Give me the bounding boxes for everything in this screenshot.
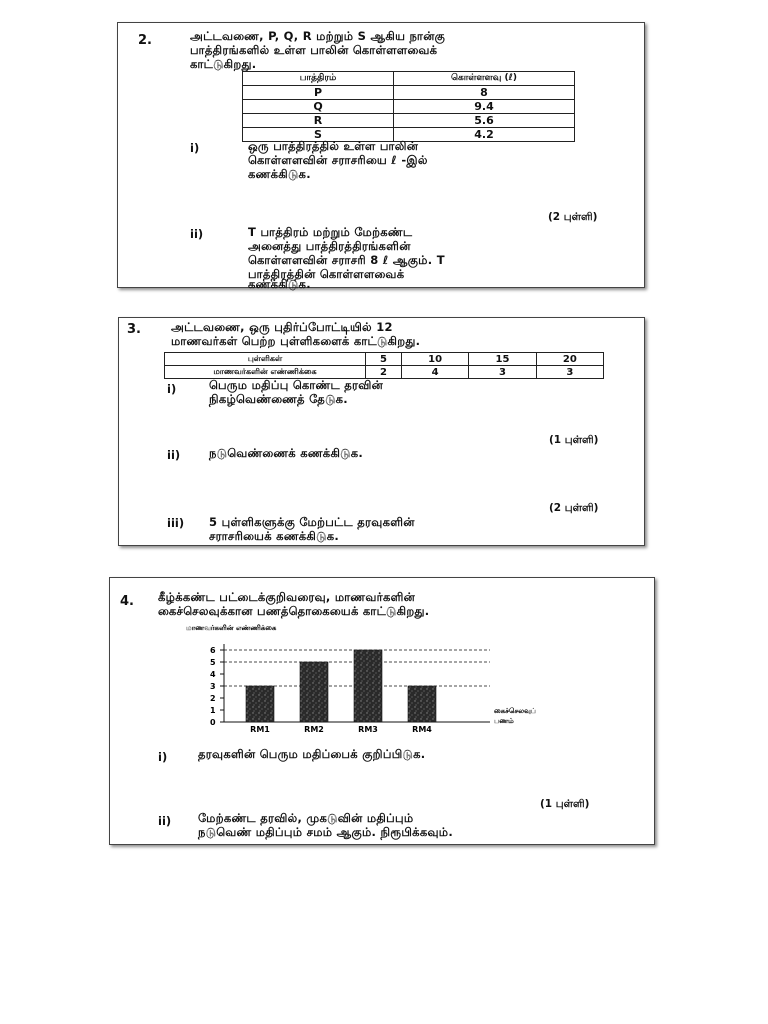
part-text: கணக்கிடுக. [248,167,311,181]
table-cell: 20 [536,353,603,366]
table-row-label: புள்ளிகள் [165,353,366,366]
part-label: i) [190,141,200,155]
question-number: 4. [120,594,134,609]
x-axis-label: பணம் [494,717,514,725]
table-cell: P [243,86,394,100]
x-tick-label: RM3 [358,725,378,734]
table-cell: R [243,114,394,128]
part-text: பாத்திரத்தின் கொள்ளளவைக் [248,267,405,281]
y-tick-label: 3 [210,682,216,691]
x-tick-label: RM4 [412,725,432,734]
question-number: 2. [138,33,152,48]
y-tick-label: 2 [210,694,216,703]
table-cell: 9.4 [394,100,575,114]
part-text: ஒரு பாத்திரத்தில் உள்ள பாலின் [248,139,419,153]
table-cell: 10 [401,353,468,366]
part-label: i) [167,382,177,396]
scores-table [164,352,604,379]
marks-label: (2 புள்ளி) [548,211,598,223]
table-cell: 8 [394,86,575,100]
part-text: 5 புள்ளிகளுக்கு மேற்பட்ட தரவுகளின் [209,515,415,529]
question-intro-line: அட்டவணை, ஒரு புதிர்ப்போட்டியில் 12 [171,320,393,334]
part-text: கணக்கிடுக. [248,277,311,291]
question-intro-line: அட்டவணை, P, Q, R மற்றும் S ஆகிய நான்கு [190,29,446,43]
table-cell: 4.2 [394,128,575,142]
question-number: 3. [127,322,141,337]
y-tick-label: 0 [210,718,216,727]
table-cell: 2 [366,366,402,379]
part-text: T பாத்திரம் மற்றும் மேற்கண்ட [248,225,413,239]
table-cell: Q [243,100,394,114]
question-intro-line: காட்டுகிறது. [190,57,257,71]
table-cell: S [243,128,394,142]
y-tick-label: 4 [210,670,216,679]
part-text: தரவுகளின் பெரும மதிப்பைக் குறிப்பிடுக. [198,747,426,761]
x-axis-label: கைச்செலவுப் [494,707,537,715]
table-cell: 15 [469,353,536,366]
x-tick-label: RM2 [304,725,324,734]
part-text: நடுவெண்ணைக் கணக்கிடுக. [209,446,364,460]
marks-label: (1 புள்ளி) [540,798,590,810]
part-text: பெரும மதிப்பு கொண்ட தரவின் [209,378,384,392]
bar [408,686,436,722]
question-intro-line: பாத்திரங்களில் உள்ள பாலின் கொள்ளளவைக் [190,43,438,57]
bar-chart [180,622,650,742]
part-text: கொள்ளளவின் சராசரியை ℓ -இல் [248,153,428,167]
part-label: ii) [158,814,172,828]
table-cell: 4 [401,366,468,379]
question-intro-line: கைச்செலவுக்கான பணத்தொகையைக் காட்டுகிறது. [158,604,430,618]
y-axis-label: மாணவர்களின் எண்ணிக்கை [186,624,277,632]
question-3-card [118,317,645,546]
part-label: ii) [167,448,181,462]
part-text: அனைத்து பாத்திரத்திரங்களின் [248,239,411,253]
table-cell: 3 [536,366,603,379]
question-intro-line: மாணவர்கள் பெற்ற புள்ளிகளைக் காட்டுகிறது. [171,334,421,348]
y-tick-label: 1 [210,706,216,715]
table-cell: 5 [366,353,402,366]
question-intro-line: கீழ்க்கண்ட பட்டைக்குறிவரைவு, மாணவர்களின் [158,590,416,604]
table-header: கொள்ளளவு (ℓ) [394,72,575,86]
part-label: iii) [167,516,185,530]
bar [354,650,382,722]
part-text: கொள்ளளவின் சராசரி 8 ℓ ஆகும். T [248,253,445,267]
bar [246,686,274,722]
part-label: ii) [190,227,204,241]
table-cell: 5.6 [394,114,575,128]
x-tick-label: RM1 [250,725,270,734]
capacity-table [242,71,575,142]
part-text: நிகழ்வெண்ணைத் தேடுக. [209,392,348,406]
part-text: சராசரியைக் கணக்கிடுக. [209,529,340,543]
y-tick-label: 6 [210,646,216,655]
bar [300,662,328,722]
marks-label: (1 புள்ளி) [549,434,599,446]
table-header: பாத்திரம் [243,72,394,86]
table-cell: 3 [469,366,536,379]
y-tick-label: 5 [210,658,216,667]
question-2-card [117,22,645,291]
part-label: i) [158,750,168,764]
marks-label: (2 புள்ளி) [549,502,599,514]
part-text: நடுவெண் மதிப்பும் சமம் ஆகும். நிரூபிக்கவும். [198,825,454,839]
question-4-card [109,577,655,845]
table-row-label: மாணவர்களின் எண்ணிக்கை [165,366,366,379]
part-text: மேற்கண்ட தரவில், முகடுவின் மதிப்பும் [198,811,414,825]
